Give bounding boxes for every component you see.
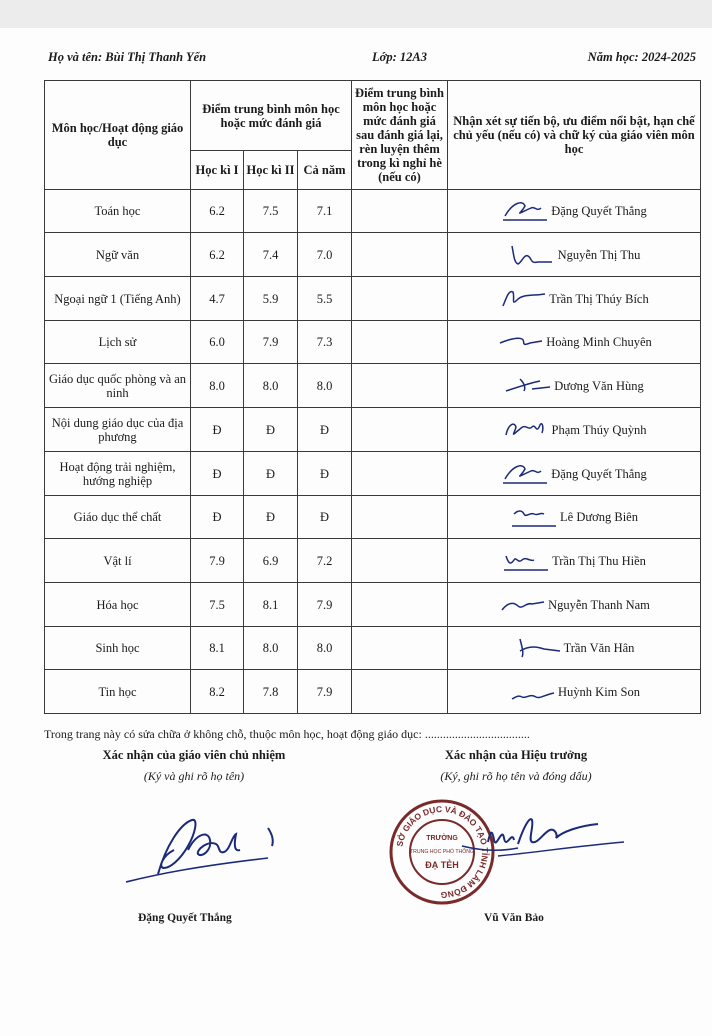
semester-2-score: 7.8 — [244, 670, 298, 714]
teacher-signature — [501, 198, 551, 224]
semester-2-score: 7.5 — [244, 190, 298, 233]
teacher-comment-cell — [448, 539, 701, 583]
homeroom-confirm — [74, 748, 314, 784]
teacher-name: Phạm Thúy Quỳnh — [551, 422, 647, 437]
teacher-comment-cell — [448, 364, 701, 408]
full-year-score: 8.0 — [298, 627, 352, 670]
stamp-ring-text: SỞ GIÁO DỤC VÀ ĐÀO TẠO TỈNH LÂM ĐỒNG — [394, 803, 491, 901]
retest-score-cell — [352, 321, 448, 364]
retest-score-cell — [352, 627, 448, 670]
subject-cell: Giáo dục thể chất — [45, 496, 191, 539]
teacher-comment-cell — [448, 408, 701, 452]
table-row — [45, 408, 701, 452]
teacher-name: Huỳnh Kim Son — [558, 684, 640, 699]
semester-1-score: 8.2 — [191, 670, 244, 714]
teacher-signature — [502, 548, 552, 574]
semester-2-score: 7.9 — [244, 321, 298, 364]
principal-signature — [458, 806, 628, 876]
teacher-signature — [508, 242, 558, 268]
teacher-name: Hoàng Minh Chuyên — [546, 335, 652, 349]
full-year-score: Đ — [298, 452, 352, 496]
teacher-comment-cell — [448, 452, 701, 496]
subject-cell: Ngoại ngữ 1 (Tiếng Anh) — [45, 277, 191, 321]
teacher-signature — [510, 504, 560, 530]
teacher-comment-cell — [448, 496, 701, 539]
subject-cell: Toán học — [45, 190, 191, 233]
semester-1-score: 8.1 — [191, 627, 244, 670]
semester-2-score: 5.9 — [244, 277, 298, 321]
homeroom-signature — [118, 806, 308, 896]
teacher-signature — [496, 329, 546, 355]
teacher-name: Trần Thị Thúy Bích — [549, 291, 649, 306]
teacher-comment-cell — [448, 670, 701, 714]
teacher-comment-cell — [448, 233, 701, 277]
retest-score-cell — [352, 539, 448, 583]
semester-2-score: Đ — [244, 452, 298, 496]
principal-confirm — [398, 748, 634, 784]
homeroom-confirm-title: Xác nhận của giáo viên chủ nhiệm — [102, 748, 286, 762]
table-row — [45, 496, 701, 539]
semester-2-score: 7.4 — [244, 233, 298, 277]
table-row — [45, 321, 701, 364]
full-year-score: 7.9 — [298, 583, 352, 627]
teacher-signature — [504, 373, 554, 399]
subject-cell: Hoạt động trải nghiệm, hướng nghiệp — [45, 452, 191, 496]
full-year-score: 7.2 — [298, 539, 352, 583]
teacher-name: Nguyễn Thanh Nam — [548, 597, 650, 612]
semester-1-score: 8.0 — [191, 364, 244, 408]
teacher-name: Đặng Quyết Thắng — [551, 466, 647, 481]
subject-cell: Hóa học — [45, 583, 191, 627]
teacher-signature — [498, 592, 548, 618]
table-row — [45, 627, 701, 670]
homeroom-teacher-name: Đặng Quyết Thắng — [138, 912, 232, 924]
teacher-signature — [514, 635, 564, 661]
header-subject: Môn học/Hoạt động giáo dục — [45, 81, 191, 190]
teacher-name: Trần Văn Hân — [563, 641, 635, 655]
header-semester-2: Học kì II — [244, 151, 298, 190]
teacher-name: Trần Thị Thu Hiền — [552, 553, 646, 568]
correction-note: Trong trang này có sửa chữa ở không chỗ, thuộc môn học, hoạt động giáo dục: ................................... — [44, 727, 530, 741]
header-full-year: Cả năm — [298, 151, 352, 190]
teacher-name: Đặng Quyết Thắng — [551, 204, 647, 218]
teacher-name: Dương Văn Hùng — [554, 378, 644, 393]
retest-score-cell — [352, 496, 448, 539]
teacher-comment-cell — [448, 190, 701, 233]
student-name: Họ và tên: Bùi Thị Thanh Yến — [48, 50, 207, 64]
full-year-score: 5.5 — [298, 277, 352, 321]
principal-name: Vũ Văn Bảo — [484, 912, 544, 924]
teacher-comment-cell — [448, 627, 701, 670]
header-retest: Điểm trung bình môn học hoặc mức đánh giá sau đánh giá lại, rèn luyện thêm trong kì nghỉ hè (nếu có) — [352, 81, 448, 190]
stamp-line-3: ĐẠ TẺH — [425, 860, 459, 870]
stamp-line-1: TRƯỜNG — [426, 835, 458, 842]
semester-2-score: 8.0 — [244, 627, 298, 670]
full-year-score: Đ — [298, 408, 352, 452]
subject-cell: Sinh học — [45, 627, 191, 670]
teacher-signature — [502, 417, 552, 443]
teacher-name: Nguyễn Thị Thu — [557, 247, 641, 262]
subject-cell: Ngữ văn — [45, 233, 191, 277]
retest-score-cell — [352, 190, 448, 233]
semester-1-score: 6.2 — [191, 190, 244, 233]
teacher-name: Lê Dương Biên — [560, 510, 638, 524]
table-row — [45, 364, 701, 408]
table-row — [45, 190, 701, 233]
school-year: Năm học: 2024-2025 — [587, 50, 696, 64]
table-row — [45, 233, 701, 277]
full-year-score: 8.0 — [298, 364, 352, 408]
table-row — [45, 277, 701, 321]
semester-1-score: Đ — [191, 408, 244, 452]
full-year-score: 7.3 — [298, 321, 352, 364]
teacher-comment-cell — [448, 583, 701, 627]
subject-cell: Lịch sử — [45, 321, 191, 364]
table-row — [45, 452, 701, 496]
semester-1-score: 7.5 — [191, 583, 244, 627]
full-year-score: Đ — [298, 496, 352, 539]
header-comment: Nhận xét sự tiến bộ, ưu điểm nổi bật, hạn chế chủ yếu (nếu có) và chữ ký của giáo viên môn học — [448, 81, 701, 190]
full-year-score: 7.0 — [298, 233, 352, 277]
teacher-comment-cell — [448, 321, 701, 364]
subject-cell: Nội dung giáo dục của địa phương — [45, 408, 191, 452]
semester-1-score: 7.9 — [191, 539, 244, 583]
semester-1-score: 6.2 — [191, 233, 244, 277]
semester-2-score: 8.0 — [244, 364, 298, 408]
semester-2-score: 6.9 — [244, 539, 298, 583]
class-label: Lớp: 12A3 — [372, 50, 427, 64]
retest-score-cell — [352, 670, 448, 714]
retest-score-cell — [352, 364, 448, 408]
retest-score-cell — [352, 277, 448, 321]
teacher-signature — [499, 286, 549, 312]
subject-cell: Tin học — [45, 670, 191, 714]
grades-table — [44, 80, 701, 714]
principal-confirm-sub: (Ký, ghi rõ họ tên và đóng dấu) — [440, 769, 592, 783]
teacher-signature — [508, 679, 558, 705]
table-row — [45, 539, 701, 583]
semester-2-score: Đ — [244, 496, 298, 539]
teacher-comment-cell — [448, 277, 701, 321]
retest-score-cell — [352, 233, 448, 277]
semester-1-score: Đ — [191, 496, 244, 539]
table-row — [45, 583, 701, 627]
table-row — [45, 670, 701, 714]
header-average: Điểm trung bình môn học hoặc mức đánh giá — [191, 81, 352, 151]
semester-2-score: 8.1 — [244, 583, 298, 627]
semester-1-score: 4.7 — [191, 277, 244, 321]
top-band — [0, 0, 712, 28]
retest-score-cell — [352, 452, 448, 496]
principal-confirm-title: Xác nhận của Hiệu trưởng — [444, 748, 588, 762]
homeroom-confirm-sub: (Ký và ghi rõ họ tên) — [143, 769, 245, 783]
retest-score-cell — [352, 583, 448, 627]
semester-1-score: Đ — [191, 452, 244, 496]
stamp-line-2: TRUNG HỌC PHỔ THÔNG — [409, 849, 475, 855]
subject-cell: Giáo dục quốc phòng và an ninh — [45, 364, 191, 408]
semester-2-score: Đ — [244, 408, 298, 452]
subject-cell: Vật lí — [45, 539, 191, 583]
teacher-signature — [501, 461, 551, 487]
semester-1-score: 6.0 — [191, 321, 244, 364]
full-year-score: 7.9 — [298, 670, 352, 714]
full-year-score: 7.1 — [298, 190, 352, 233]
retest-score-cell — [352, 408, 448, 452]
header-semester-1: Học kì I — [191, 151, 244, 190]
